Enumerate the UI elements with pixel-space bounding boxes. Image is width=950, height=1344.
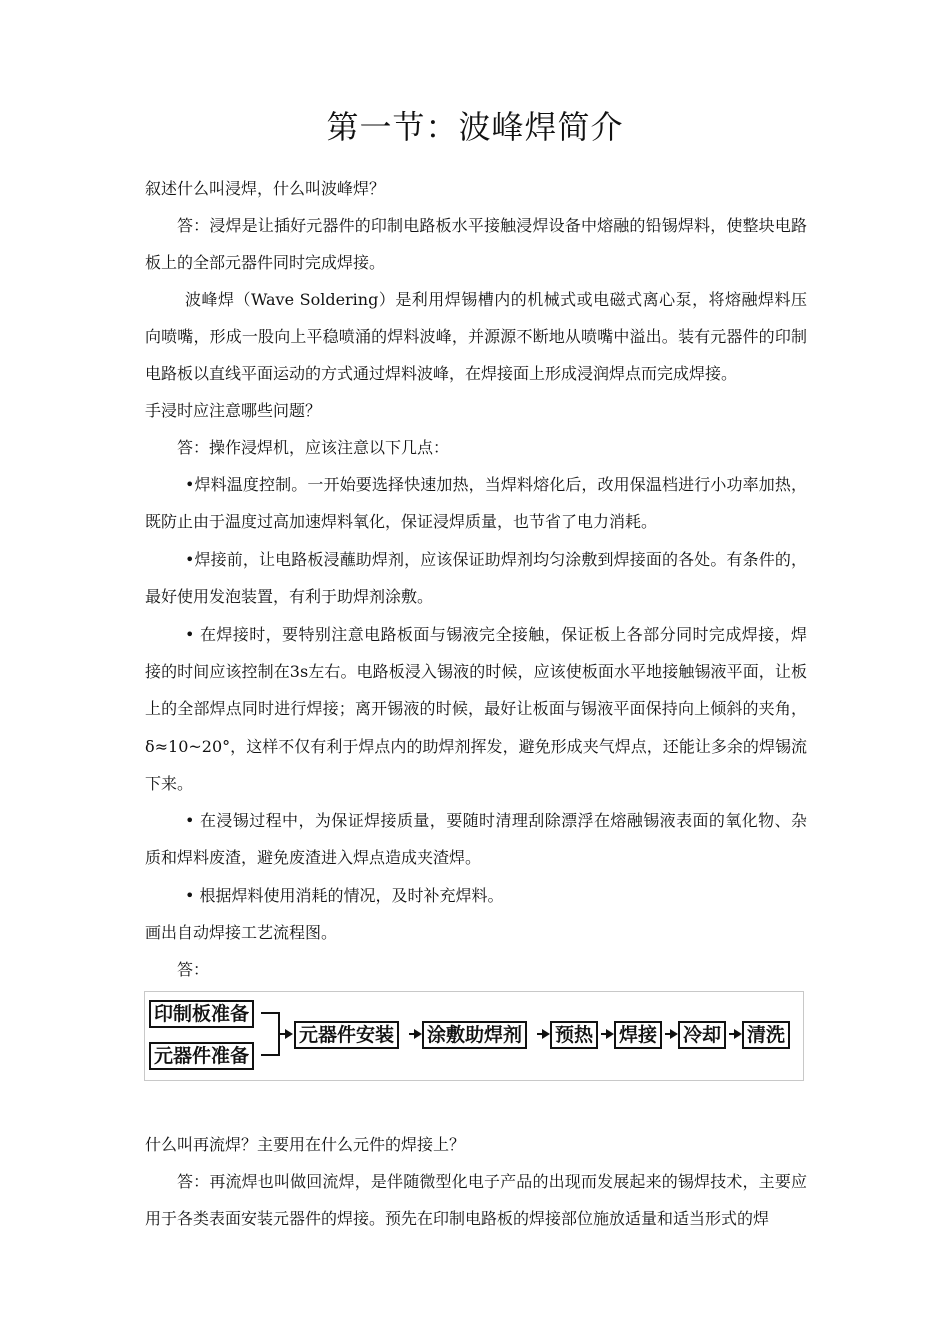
flow-step-install: 元器件安装 bbox=[294, 1021, 399, 1049]
answer-1: 答：浸焊是让插好元器件的印制电路板水平接触浸焊设备中熔融的铅锡焊料，使整块电路板上的全部元器件同时完成焊接。 bbox=[145, 216, 807, 273]
arrow-icon bbox=[670, 1029, 678, 1039]
question-3: 画出自动焊接工艺流程图。 bbox=[145, 923, 338, 942]
arrow-icon bbox=[414, 1029, 422, 1039]
question-2: 手浸时应注意哪些问题？ bbox=[145, 401, 322, 420]
answer-4: 答：再流焊也叫做回流焊，是伴随微型化电子产品的出现而发展起来的锡焊技术，主要应用于各类表面安装元器件的焊接。预先在印制电路板的焊接部位施放适量和适当形式的焊 bbox=[145, 1172, 807, 1229]
flow-input-components: 元器件准备 bbox=[149, 1042, 254, 1070]
connector-line bbox=[261, 1054, 279, 1056]
question-1: 叙述什么叫浸焊，什么叫波峰焊？ bbox=[145, 179, 386, 198]
page-title: 第一节：波峰焊简介 bbox=[326, 108, 624, 146]
process-flowchart bbox=[144, 991, 804, 1081]
arrow-icon bbox=[285, 1029, 293, 1039]
answer-2: 答：操作浸焊机，应该注意以下几点： bbox=[177, 438, 450, 457]
bullet-5: • 根据焊料使用消耗的情况，及时补充焊料。 bbox=[185, 886, 504, 905]
arrow-icon bbox=[734, 1029, 742, 1039]
bullet-1: •焊料温度控制。一开始要选择快速加热，当焊料熔化后，改用保温档进行小功率加热，既防止由于温度过高加速焊料氧化，保证浸焊质量，也节省了电力消耗。 bbox=[145, 475, 807, 532]
bullet-4: • 在浸锡过程中，为保证焊接质量，要随时清理刮除漂浮在熔融锡液表面的氧化物、杂质和焊料废渣，避免废渣进入焊点造成夹渣焊。 bbox=[145, 811, 807, 868]
flow-step-preheat: 预热 bbox=[550, 1021, 598, 1049]
flow-input-board: 印制板准备 bbox=[149, 1000, 254, 1028]
answer-1-wave: 波峰焊（Wave Soldering）是利用焊锡槽内的机械式或电磁式离心泵，将熔融焊料压向喷嘴，形成一股向上平稳喷涌的焊料波峰，并源源不断地从喷嘴中溢出。装有元器件的印制电路板以直线平面运动的方式通过焊料波峰，在焊接面上形成浸润焊点而完成焊接。 bbox=[145, 290, 807, 384]
connector-line bbox=[261, 1012, 279, 1014]
bullet-3: • 在焊接时，要特别注意电路板面与锡液完全接触，保证板上各部分同时完成焊接，焊接的时间应该控制在3s左右。电路板浸入锡液的时候，应该使板面水平地接触锡液平面，让板上的全部焊点同时进行焊接；离开锡液的时候，最好让板面与锡液平面保持向上倾斜的夹角，δ≈10~20°，这样不仅有利于焊点内的助焊剂挥发，避免形成夹气焊点，还能让多余的焊锡流下来。 bbox=[145, 625, 807, 793]
flow-step-cool: 冷却 bbox=[678, 1021, 726, 1049]
flow-step-clean: 清洗 bbox=[742, 1021, 790, 1049]
answer-3: 答： bbox=[177, 960, 210, 979]
flow-step-solder: 焊接 bbox=[614, 1021, 662, 1049]
arrow-icon bbox=[606, 1029, 614, 1039]
flow-step-flux: 涂敷助焊剂 bbox=[422, 1021, 527, 1049]
arrow-icon bbox=[542, 1029, 550, 1039]
bullet-2: •焊接前，让电路板浸蘸助焊剂，应该保证助焊剂均匀涂敷到焊接面的各处。有条件的，最好使用发泡装置，有利于助焊剂涂敷。 bbox=[145, 550, 807, 607]
question-4: 什么叫再流焊？主要用在什么元件的焊接上？ bbox=[145, 1135, 466, 1154]
